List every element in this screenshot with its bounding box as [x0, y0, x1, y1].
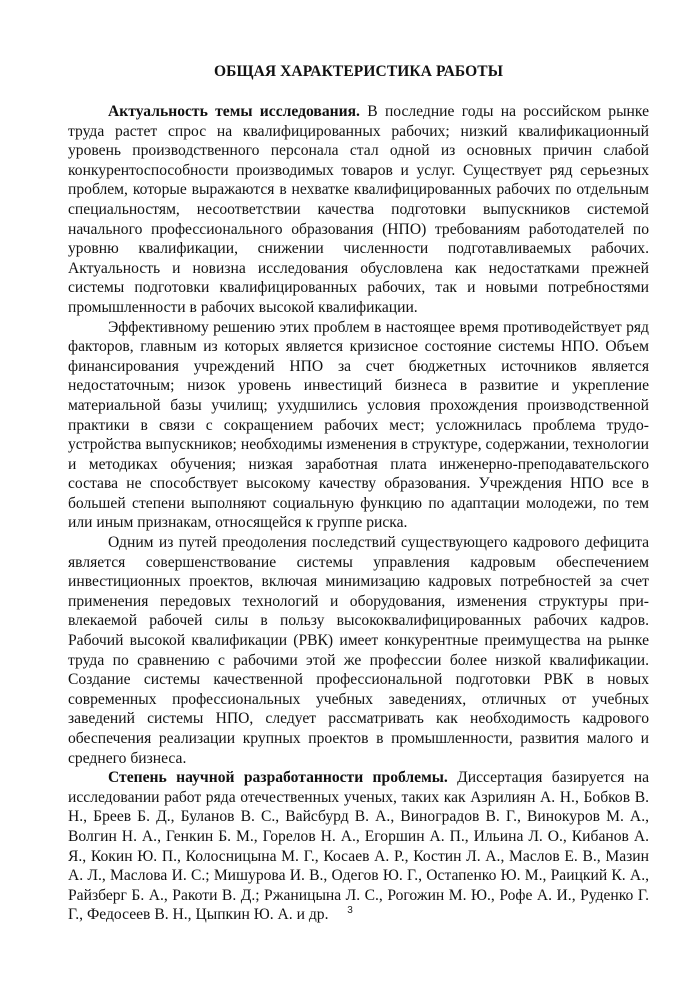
paragraph-relevance: [68, 102, 649, 318]
paragraph-lead-research-degree: Степень научной разработанности проблемы.: [108, 769, 448, 787]
page-number: 3: [347, 905, 353, 916]
document-page: [68, 62, 649, 925]
paragraph-body-solutions: Одним из путей преодоления последствий существующего кадрового дефицита является совершенствование системы управления кадровым обеспечением инвестиционных проектов, включая минимизацию кадровых потребностей за счет применения передовых технологий и оборудования, изменения структуры привлекаемой рабочей силы в пользу высококвалифицированных рабочих кадров. Рабочий высокой квалификации (РВК) имеет конкурентные преимущества на рынке труда по сравнению с рабочими этой же профессии более низкой квалификации. Создание системы качественной профессиональной подготовки РВК в новых современных профессиональных учебных заведениях, отличных от учебных заведений системы НПО, следует рассматривать как необходимость кадрового обеспечения реализации крупных проектов в промышленности, развития малого и среднего бизнеса.: [68, 534, 649, 767]
paragraph-body-obstacles: Эффективному решению этих проблем в настоящее время противодействует ряд факторов, главным из которых является кризисное состояние системы НПО. Объем финансирования учреждений НПО за счет бюджетных источников является недостаточным; низок уровень инвестиций бизнеса в развитие и укрепление материальной базы училищ; ухудшились условия прохождения производственной практики в связи с сокращением рабочих мест; усложнилась проблема трудоустройства выпускников; необходимы изменения в структуре, содержании, технологии и методиках обучения; низкая заработная плата инженерно-преподавательского состава не способствует высокому качеству образования. Учреждения НПО все в большей степени выполняют социальную функцию по адаптации молодежи, по тем или иным признакам, относящейся к группе риска.: [68, 318, 649, 532]
paragraph-solutions: [68, 533, 649, 768]
paragraph-research-degree: [68, 768, 649, 925]
paragraph-obstacles: [68, 318, 649, 534]
section-title: ОБЩАЯ ХАРАКТЕРИСТИКА РАБОТЫ: [213, 63, 504, 80]
paragraph-lead-relevance: Актуальность темы исследования.: [108, 103, 360, 120]
paragraph-body-research-degree: Диссертация базируется на исследовании работ ряда отечественных ученых, таких как Азрилиян А. Н., Бобков В. Н., Бреев Б. Д., Буланов В. С., Вайсбурд В. А., Виноградов В. Г., Винокуров М. А., Волгин Н. А., Генкин Б. М., Горелов Н. А., Егоршин А. П., Ильина Л. О., Кибанов А. Я., Кокин Ю. П., Колосницына М. Г., Косаев А. Р., Костин Л. А., Маслов Е. В., Мазин А. Л., Маслова И. С.; Мишурова И. В., Одегов Ю. Г., Остапенко Ю. М., Раицкий К. А., Райзберг Б. А., Ракоти В. Д.; Ржаницына Л. С., Рогожин М. Ю., Рофе А. И., Руденко Г. Г., Федосеев В. Н., Цыпкин Ю. А. и др.: [68, 769, 649, 924]
paragraph-body-relevance: В последние годы на российском рынке труда растет спрос на квалифицированных рабочих; низкий квалификационный уровень производственного персонала стал одной из основных причин слабой конкурентоспособности производимых товаров и услуг. Существует ряд серьезных проблем, которые выражаются в нехватке квалифицированных рабочих по отдельным специальностям, несоответствии качества подготовки выпускников системой начального профессионального образования (НПО) требованиям работодателей по уровню квалификации, снижении численности подготавливаемых рабочих. Актуальность и новизна исследования обусловлена как недостатками прежней системы подготовки квалифицированных рабочих, так и новыми потребностями промышленности в рабочих высокой квалификации.: [68, 103, 649, 316]
